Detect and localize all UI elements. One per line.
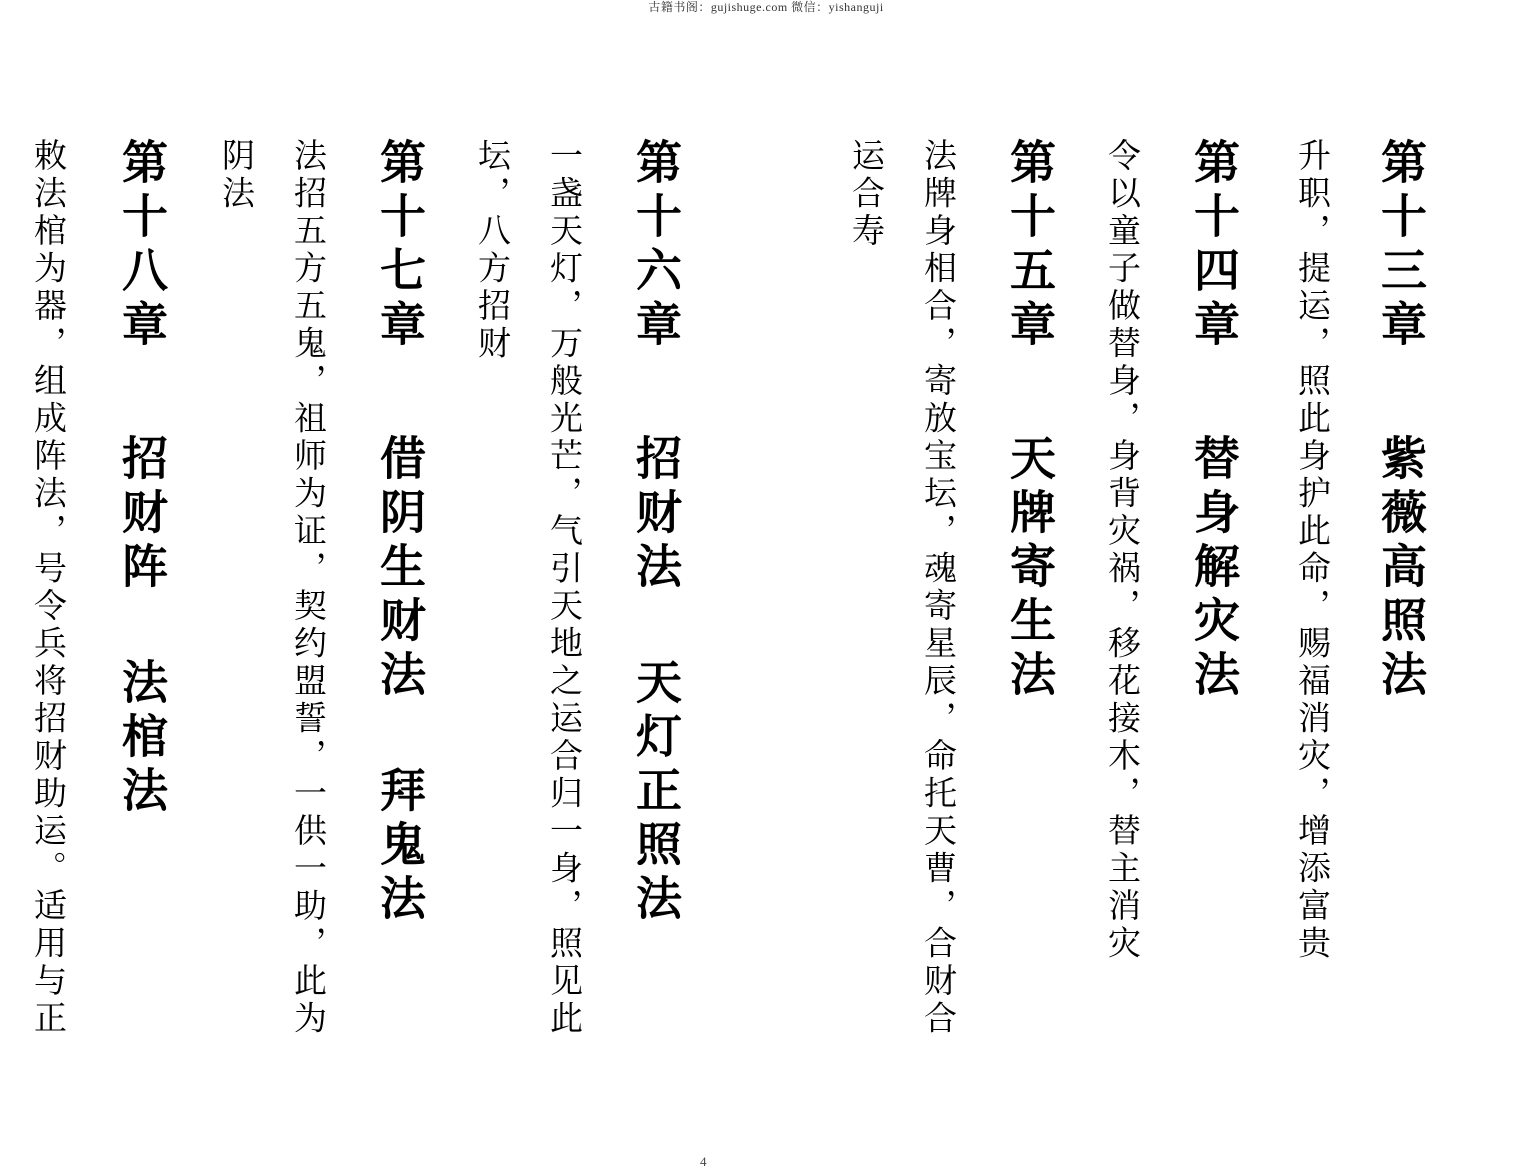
chapter-17-body-line-1: 法招五方五鬼，祖师为证，契约盟誓，一供一助，此为 <box>289 138 328 1038</box>
vertical-text-page <box>20 138 1440 1098</box>
chapter-16-heading <box>630 138 682 928</box>
chapter-14-title: 替身解灾法 <box>1187 434 1241 704</box>
chapter-17-heading <box>374 138 426 928</box>
chapter-15-body-line-2: 运合寿 <box>847 138 886 251</box>
chapter-14-number: 第十四章 <box>1187 138 1241 354</box>
chapter-14-heading <box>1188 138 1240 704</box>
chapter-16-body-line-1: 一盏天灯，万般光芒，气引天地之运合归一身，照见此 <box>545 138 584 1038</box>
chapter-17-body-line-2: 阴法 <box>217 138 256 213</box>
chapter-13-body-line-1: 升职，提运，照此身护此命，赐福消灾，增添富贵 <box>1293 138 1332 963</box>
chapter-13-title: 紫薇高照法 <box>1374 434 1428 704</box>
page-number: 4 <box>700 1154 707 1169</box>
chapter-18-body-line-1: 敕法棺为器，组成阵法，号令兵将招财助运。适用与正 <box>29 138 68 1038</box>
chapter-15-body-line-1: 法牌身相合，寄放宝坛，魂寄星辰，命托天曹，合财合 <box>919 138 958 1038</box>
chapter-14-body-line-1: 令以童子做替身，身背灾祸，移花接木，替主消灾 <box>1103 138 1142 963</box>
chapter-13-heading <box>1375 138 1427 704</box>
chapter-15-heading <box>1004 138 1056 704</box>
site-watermark: 古籍书阁：gujishuge.com 微信：yishanguji <box>648 0 884 14</box>
chapter-16-number: 第十六章 <box>629 138 683 354</box>
chapter-17-title: 借阴生财法 拜鬼法 <box>373 434 427 928</box>
chapter-17-number: 第十七章 <box>373 138 427 354</box>
chapter-16-title: 招财法 天灯正照法 <box>629 434 683 928</box>
chapter-18-number: 第十八章 <box>115 138 169 354</box>
chapter-18-title: 招财阵 法棺法 <box>115 434 169 820</box>
chapter-13-number: 第十三章 <box>1374 138 1428 354</box>
chapter-18-heading <box>116 138 168 820</box>
chapter-15-number: 第十五章 <box>1003 138 1057 354</box>
chapter-15-title: 天牌寄生法 <box>1003 434 1057 704</box>
chapter-16-body-line-2: 坛，八方招财 <box>473 138 512 363</box>
